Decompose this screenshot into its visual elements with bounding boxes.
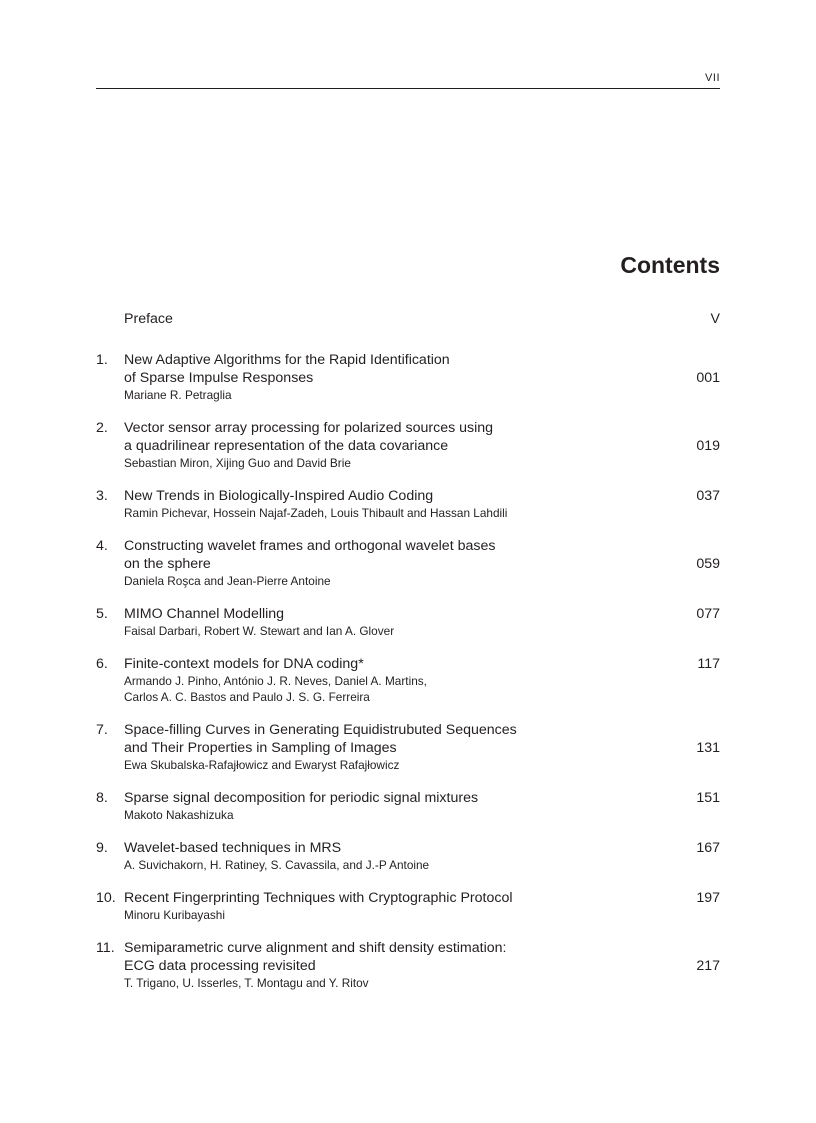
chapter-body: [124, 789, 660, 823]
chapter-body: [124, 419, 660, 471]
chapter-body: [124, 721, 660, 773]
chapter-title-line: Semiparametric curve alignment and shift density estimation:: [124, 940, 507, 956]
chapter-authors: Makoto Nakashizuka: [124, 808, 234, 822]
chapter-page-number: 131: [696, 740, 720, 756]
chapter-body: [124, 351, 660, 403]
chapter-authors: Faisal Darbari, Robert W. Stewart and Ian A. Glover: [124, 624, 395, 638]
chapter-body: [124, 839, 660, 873]
chapter-authors: Daniela Roşca and Jean-Pierre Antoine: [124, 574, 331, 588]
toc-entry[interactable]: [96, 537, 720, 589]
chapter-title-line: MIMO Channel Modelling: [124, 606, 285, 622]
chapter-body: [124, 537, 660, 589]
chapter-authors: Minoru Kuribayashi: [124, 908, 225, 922]
chapter-title-line: on the sphere: [124, 556, 211, 572]
chapter-number: 10.: [96, 890, 116, 906]
chapter-page-number: 037: [696, 488, 720, 504]
chapter-title-line: New Adaptive Algorithms for the Rapid Identification: [124, 352, 450, 368]
chapter-authors: Sebastian Miron, Xijing Guo and David Brie: [124, 456, 351, 470]
chapter-body: [124, 487, 660, 521]
chapter-authors: Ramin Pichevar, Hossein Najaf-Zadeh, Louis Thibault and Hassan Lahdili: [124, 506, 508, 520]
chapter-number: 5.: [96, 606, 108, 622]
chapter-authors: Mariane R. Petraglia: [124, 388, 232, 402]
toc-entry[interactable]: [96, 419, 720, 471]
chapter-title-line: Finite-context models for DNA coding*: [124, 656, 364, 672]
chapter-title-line: Wavelet-based techniques in MRS: [124, 840, 342, 856]
toc-entry[interactable]: [96, 605, 720, 639]
preface-page-number: V: [710, 311, 720, 327]
chapter-body: [124, 889, 660, 923]
chapter-page-number: 217: [696, 958, 720, 974]
chapter-title-line: Space-filling Curves in Generating Equidistrubuted Sequences: [124, 722, 517, 738]
chapter-page-number: 001: [696, 370, 720, 386]
page-title: Contents: [620, 252, 720, 278]
chapter-number: 7.: [96, 722, 108, 738]
chapter-number: 3.: [96, 488, 108, 504]
toc-entry[interactable]: [96, 655, 720, 705]
chapter-number: 8.: [96, 790, 108, 806]
chapter-authors: Armando J. Pinho, António J. R. Neves, Daniel A. Martins,: [124, 674, 427, 688]
toc-entry[interactable]: [96, 487, 720, 521]
chapter-authors: Ewa Skubalska-Rafajłowicz and Ewaryst Rafajłowicz: [124, 758, 400, 772]
chapter-page-number: 019: [696, 438, 720, 454]
chapter-number: 6.: [96, 656, 108, 672]
chapter-number: 4.: [96, 538, 108, 554]
toc-entry[interactable]: [96, 721, 720, 773]
chapter-page-number: 167: [696, 840, 720, 856]
chapter-authors: T. Trigano, U. Isserles, T. Montagu and Y. Ritov: [124, 976, 369, 990]
chapter-title-line: New Trends in Biologically-Inspired Audio Coding: [124, 488, 434, 504]
preface-label: Preface: [124, 311, 173, 327]
chapter-authors: A. Suvichakorn, H. Ratiney, S. Cavassila, and J.-P Antoine: [124, 858, 430, 872]
chapter-body: [124, 655, 660, 705]
running-head-page-number: VII: [705, 72, 720, 84]
chapter-body: [124, 605, 660, 639]
chapter-title-line: a quadrilinear representation of the data covariance: [124, 438, 449, 454]
chapter-page-number: 059: [696, 556, 720, 572]
chapter-title-line: and Their Properties in Sampling of Images: [124, 740, 397, 756]
chapter-title-line: Vector sensor array processing for polarized sources using: [124, 420, 494, 436]
toc-entry[interactable]: [96, 939, 720, 991]
header-rule: [96, 88, 720, 89]
toc-entries: [96, 351, 720, 991]
toc-entry[interactable]: [96, 889, 720, 923]
chapter-title-line: Constructing wavelet frames and orthogonal wavelet bases: [124, 538, 496, 554]
chapter-title-line: Recent Fingerprinting Techniques with Cryptographic Protocol: [124, 890, 513, 906]
chapter-page-number: 117: [697, 656, 720, 672]
toc-entry[interactable]: [96, 789, 720, 823]
chapter-title-line: Sparse signal decomposition for periodic signal mixtures: [124, 790, 479, 806]
toc-entry-preface[interactable]: [96, 310, 720, 328]
toc-entry[interactable]: [96, 351, 720, 403]
toc-entry[interactable]: [96, 839, 720, 873]
chapter-number: 11.: [96, 940, 115, 956]
chapter-page-number: 077: [696, 606, 720, 622]
chapter-number: 1.: [96, 352, 108, 368]
table-of-contents: [96, 310, 720, 1007]
chapter-title-line: of Sparse Impulse Responses: [124, 370, 314, 386]
chapter-page-number: 151: [696, 790, 720, 806]
chapter-body: [124, 939, 660, 991]
chapter-number: 2.: [96, 420, 108, 436]
chapter-page-number: 197: [696, 890, 720, 906]
chapter-authors: Carlos A. C. Bastos and Paulo J. S. G. Ferreira: [124, 690, 370, 704]
chapter-number: 9.: [96, 840, 108, 856]
chapter-title-line: ECG data processing revisited: [124, 958, 316, 974]
